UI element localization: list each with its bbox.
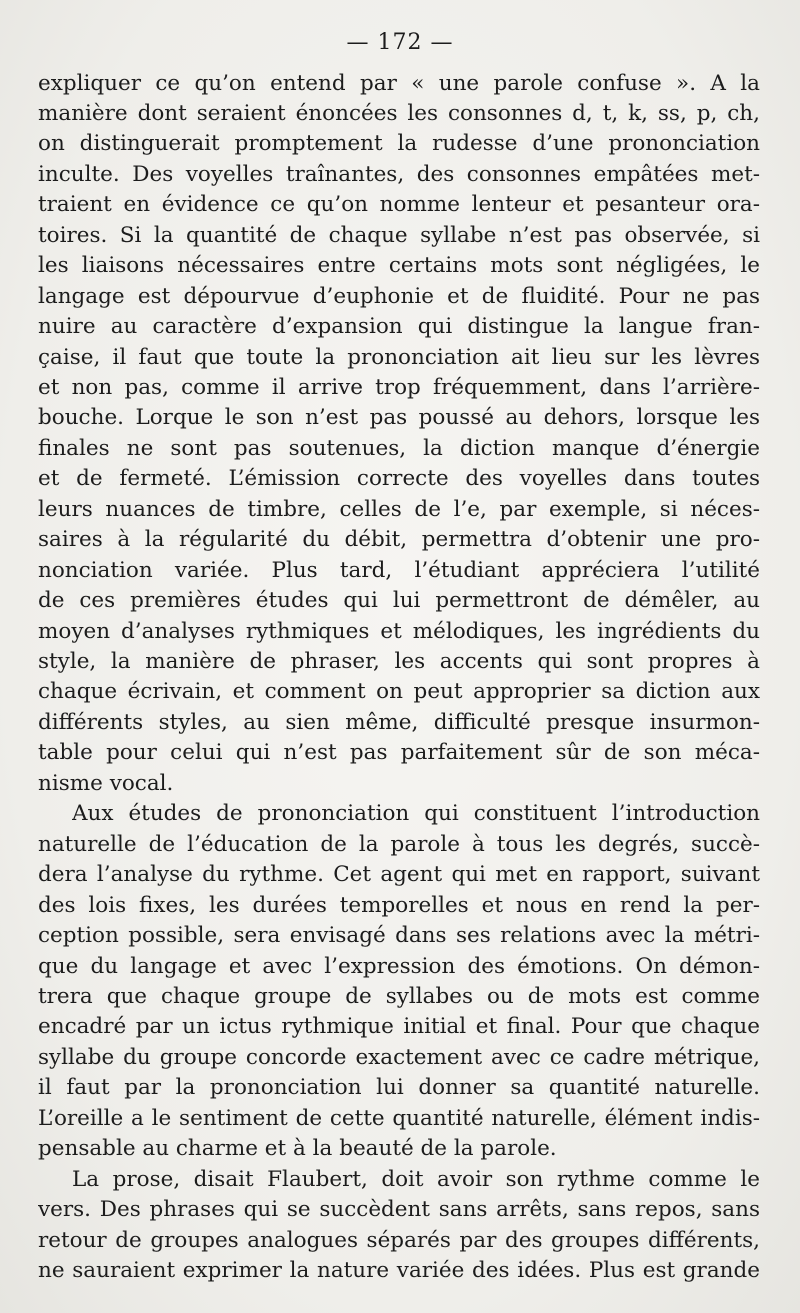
text-line: que du langage et avec l’expression des émotions. On démon- (38, 954, 760, 979)
text-line: syllabe du groupe concorde exactement avec ce cadre métrique, (38, 1045, 760, 1070)
text-line: inculte. Des voyelles traînantes, des consonnes empâtées met- (38, 162, 760, 187)
text-line: on distinguerait promptement la rudesse d’une prononciation (38, 131, 760, 156)
text-line: différents styles, au sien même, difficulté presque insurmon- (38, 710, 760, 735)
text-line: ne sauraient exprimer la nature variée des idées. Plus est grande (38, 1258, 760, 1283)
text-line: vers. Des phrases qui se succèdent sans arrêts, sans repos, sans (38, 1197, 760, 1222)
text-line: et non pas, comme il arrive trop fréquemment, dans l’arrière- (38, 375, 760, 400)
text-line: des lois fixes, les durées temporelles et nous en rend la per- (38, 893, 760, 918)
text-line: nonciation variée. Plus tard, l’étudiant appréciera l’utilité (38, 558, 760, 583)
text-line: dera l’analyse du rythme. Cet agent qui met en rapport, suivant (38, 862, 760, 887)
text-line: les liaisons nécessaires entre certains mots sont négligées, le (38, 253, 760, 278)
text-line: de ces premières études qui lui permettront de démêler, au (38, 588, 760, 613)
text-line: naturelle de l’éducation de la parole à tous les degrés, succè- (38, 832, 760, 857)
text-line: expliquer ce qu’on entend par « une parole confuse ». A la (38, 71, 760, 96)
text-line: ception possible, sera envisagé dans ses relations avec la métri- (38, 923, 760, 948)
text-line: moyen d’analyses rythmiques et mélodiques, les ingrédients du (38, 619, 760, 644)
text-line: retour de groupes analogues séparés par des groupes différents, (38, 1228, 760, 1253)
text-line: traient en évidence ce qu’on nomme lenteur et pesanteur ora- (38, 192, 760, 217)
text-line: bouche. Lorque le son n’est pas poussé au dehors, lorsque les (38, 405, 760, 430)
text-line: trera que chaque groupe de syllabes ou de mots est comme (38, 984, 760, 1009)
text-line: table pour celui qui n’est pas parfaitement sûr de son méca- (38, 740, 760, 765)
text-line: La prose, disait Flaubert, doit avoir son rythme comme le (72, 1167, 760, 1192)
text-line: chaque écrivain, et comment on peut approprier sa diction aux (38, 679, 760, 704)
text-line: pensable au charme et à la beauté de la parole. (38, 1136, 557, 1161)
text-line: langage est dépourvue d’euphonie et de fluidité. Pour ne pas (38, 284, 760, 309)
text-line: manière dont seraient énoncées les consonnes d, t, k, ss, p, ch, (38, 101, 760, 126)
text-line: çaise, il faut que toute la prononciation ait lieu sur les lèvres (38, 345, 760, 370)
text-line: nuire au caractère d’expansion qui distingue la langue fran- (38, 314, 760, 339)
text-line: L’oreille a le sentiment de cette quantité naturelle, élément indis- (38, 1106, 760, 1131)
text-line: style, la manière de phraser, les accents qui sont propres à (38, 649, 760, 674)
text-line: encadré par un ictus rythmique initial et final. Pour que chaque (38, 1014, 760, 1039)
text-line: finales ne sont pas soutenues, la diction manque d’énergie (38, 436, 760, 461)
text-line: il faut par la prononciation lui donner sa quantité naturelle. (38, 1075, 760, 1100)
page-number: — 172 — (346, 30, 454, 55)
text-line: toires. Si la quantité de chaque syllabe n’est pas observée, si (38, 223, 760, 248)
text-line: Aux études de prononciation qui constituent l’introduction (72, 801, 760, 826)
text-line: et de fermeté. L’émission correcte des voyelles dans toutes (38, 466, 760, 491)
text-line: saires à la régularité du débit, permettra d’obtenir une pro- (38, 527, 760, 552)
text-line: nisme vocal. (38, 771, 174, 796)
text-line: leurs nuances de timbre, celles de l’e, par exemple, si néces- (38, 497, 760, 522)
